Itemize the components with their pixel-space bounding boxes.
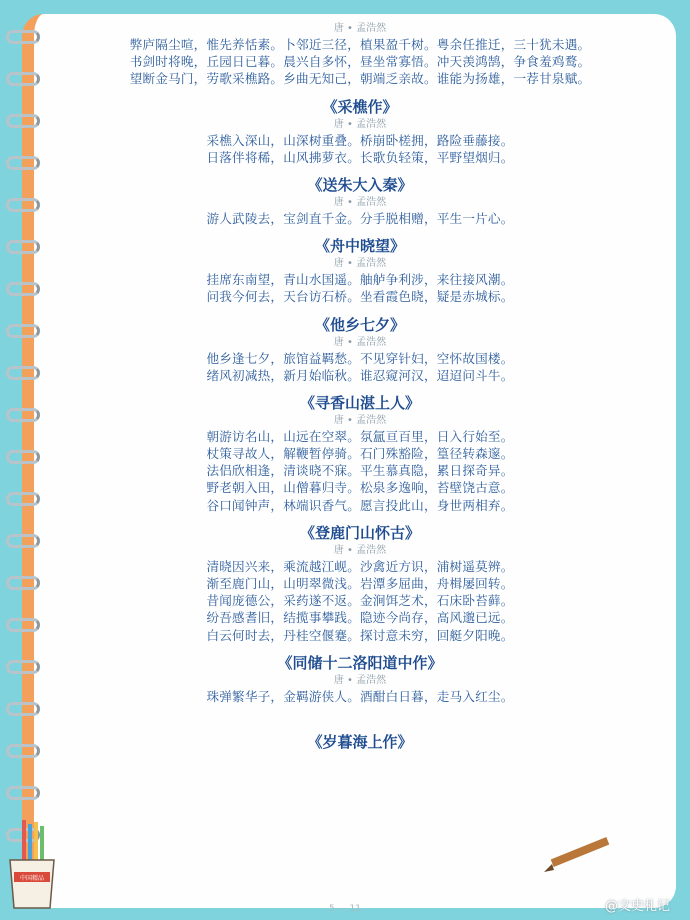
poem-title: 《登鹿门山怀古》 [299,523,420,542]
poem-author: 唐 • 孟浩然 [333,414,387,426]
binding-ring [6,366,40,380]
poem-line: 朝游访名山，山远在空翠。氛氲亘百里，日入行始至。 [206,428,514,444]
poem-title: 《寻香山湛上人》 [299,393,420,412]
poem-line: 珠弹繁华子，金羁游侠人。酒酣白日暮，走马入红尘。 [206,688,514,704]
poem-author: 唐 • 孟浩然 [333,336,387,348]
binding-ring [6,786,40,800]
poem-line: 问我今何去，天台访石桥。坐看霞色晓，疑是赤城标。 [206,289,514,305]
poem-author: 唐 • 孟浩然 [333,196,387,208]
poem-section [60,174,660,227]
poem-line: 绪风初减热，新月始临秋。谁忍窥河汉，迢迢问斗牛。 [206,367,514,383]
binding-ring [6,576,40,590]
watermark: @文史札记 [604,899,670,914]
poem-line: 杖策寻故人，解鞭暂停骑。石门殊豁险，篁径转森邃。 [206,446,514,462]
poem-line: 白云何时去，丹桂空偃蹇。探讨意未穷，回艇夕阳晚。 [206,627,514,643]
poem-line: 清晓因兴来，乘流越江岘。沙禽近方识，浦树遥莫辨。 [206,558,514,574]
poem-line: 法侣欣相逢，清谈晓不寐。平生慕真隐，累日探奇异。 [206,463,514,479]
poem-line: 书剑时将晚，丘园日已暮。晨兴自多怀，昼坐常寡悟。冲天羡鸿鹄，争食羞鸡鹜。 [129,54,591,70]
badge-text: 中国精品 [19,875,45,882]
poem-section [60,652,660,705]
spiral-binding [6,30,46,870]
poem-title: 《舟中晓望》 [314,237,405,256]
binding-ring [6,534,40,548]
binding-ring [6,660,40,674]
binding-ring [6,744,40,758]
binding-ring [6,408,40,422]
poem-line: 望断金马门，劳歌采樵路。乡曲无知己，朝端乏亲故。谁能为扬雄，一荐甘泉赋。 [129,71,591,87]
poem-title: 《采樵作》 [322,97,398,116]
page-number: 5 — 11 [329,904,361,914]
binding-ring [6,492,40,506]
poem-line: 游人武陵去，宝剑直千金。分手脱相赠，平生一片心。 [206,210,514,226]
poem-author: 唐 • 孟浩然 [333,118,387,130]
poem-author: 唐 • 孟浩然 [333,23,387,34]
binding-ring [6,156,40,170]
poem-section [60,522,660,644]
binding-ring [6,114,40,128]
poem-line: 采樵入深山，山深树重叠。桥崩卧槎拥，路险垂藤接。 [206,132,514,148]
binding-ring [6,198,40,212]
poem-list [60,22,660,753]
poem-section [60,235,660,305]
binding-ring [6,618,40,632]
poem-title: 《送朱大入秦》 [307,175,413,194]
binding-ring [6,282,40,296]
poem-title: 《岁暮海上作》 [307,732,413,751]
poem-line: 弊庐隔尘喧，惟先养恬素。卜邻近三径，植果盈千树。粤余任推迁，三十犹未遇。 [129,37,591,52]
poem-section [60,22,660,88]
poem-line: 挂席东南望，青山水国遥。舳舻争利涉，来往接风潮。 [206,272,514,288]
poem-author: 唐 • 孟浩然 [333,674,387,686]
poem-line: 他乡逢七夕，旅馆益羁愁。不见穿针妇，空怀故国楼。 [206,350,514,366]
poem-section [60,96,660,166]
poem-title: 《他乡七夕》 [314,315,405,334]
pencil-cup-icon [4,820,60,910]
poem-line: 日落伴将稀，山风拂萝衣。长歌负轻策，平野望烟归。 [206,149,514,165]
poem-author: 唐 • 孟浩然 [333,258,387,270]
poem-line: 渐至鹿门山，山明翠微浅。岩潭多屈曲，舟楫屡回转。 [206,576,514,591]
binding-ring [6,240,40,254]
poem-line: 昔闻庞德公，采药遂不返。金涧饵芝术，石床卧苔藓。 [206,593,514,609]
pen-icon [510,830,620,890]
binding-ring [6,702,40,716]
poem-line: 谷口闻钟声，林端识香气。愿言投此山，身世两相弃。 [206,497,514,513]
poem-title: 《同储十二洛阳道中作》 [277,653,443,672]
poem-section [60,392,660,514]
poem-line: 野老朝入田，山僧暮归寺。松泉多逸响，苔壁饶古意。 [206,480,514,496]
poem-line: 纷吾感耆旧，结揽事攀践。隐迹今尚存，高风邈已远。 [206,610,514,626]
binding-ring [6,324,40,338]
poem-section [60,731,660,753]
poem-section [60,314,660,384]
binding-ring [6,450,40,464]
poem-author: 唐 • 孟浩然 [333,544,387,556]
binding-ring [6,72,40,86]
binding-ring [6,30,40,44]
